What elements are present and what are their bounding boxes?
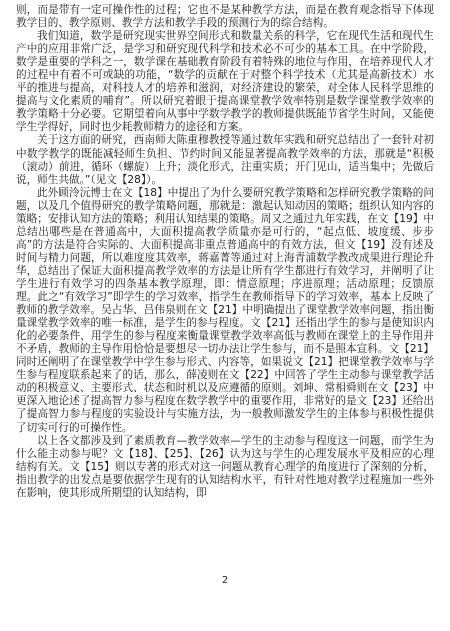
document-page <box>16 4 434 500</box>
paragraph-continuation: 则，而是带有一定可操作性的过程；它也不是某种教学方法，而是在教育观念指导下体现教学目的、教学原则、教学方法和教学手段的预测行为的综合结构。 <box>16 4 434 30</box>
paragraph-student-participation: 以上各文都涉及到了素质教育—教学效率—学生的主动参与程度这一问题，而学生为什么能主动参与呢？文【18】、【25】、【26】认为这与学生的心理发展水平及相应的心理结构有关。文【15】则以专著的形式对这一问题从教育心理学的角度进行了深刻的分析，指出教学的出发点是要依据学生现有的认知结构水平，有针对性地对教学过程施加一些外在影响，使其形成所期望的认知结构，即 <box>16 434 434 499</box>
paragraph-literature-review: 此外顾泠沅博士在文【18】中提出了为什么要研究教学策略和怎样研究教学策略的问题，以及几个值得研究的教学策略问题，那就是：激起认知动因的策略；组织认知内容的策略；安排认知方法的策略；利用认知结果的策略。周又之通过九年实践，在文【19】中总结出哪些是在普通高中，大面积提高教学质量亦是可行的，“起点低、坡度缓、步步高”的方法是符合实际的、大面积提高非重点普通高中的有效方法，但文【19】没有述及时间与精力问题，所以难度度其效率，蒋嘉菁等通过对上海青浦数学教改成果进行理论升华，总结出了保证大面积提高教学效率的方法是让所有学生都进行有效学习，并阐明了让学生进行有效学习的四条基本教学原理，即：情意原理；序进原理；活动原理；反馈原理。此之“有效学习”即学生的学习效率，指学生在教师指导下的学习效率，基本上反映了教师的教学效率。吴占华、吕伟泉则在文【21】中明确提出了课堂教学效率问题，指出衡量课堂教学效率的唯一标准，是学生的参与程度。文【21】还指出学生的参与是使知识内化的必要条件，用学生的参与程度来衡量课堂教学效率高低与教师在课堂上的主导作用并不矛盾，教师的主导作用恰恰是要想尽一切办法让学生参与，而不是照本宣科。文【21】同时还阐明了在课堂教学中学生参与形式、内容等，如果说文【21】把课堂教学效率与学生参与程度联系起来了的话，那么，薛凌则在文【22】中回答了学生主动参与课堂教学活动的积极意义、主要形式、状态和时机以及应遵循的原则。刘坤、常相舜则在文【23】中更深入地论述了提高智力参与程度在数学教学中的重要作用，非常好的是文【23】还给出了提高智力参与程度的实验设计与实施方法，为一般教师激发学生的主体参与积极性提供了切实可行的可操作性。 <box>16 186 434 434</box>
paragraph-math-importance: 我们知道，数学是研究现实世界空间形式和数量关系的科学，它在现代生活和现代生产中的应用非常广泛，是学习和研究现代科学和技术必不可少的基本工具。在中学阶段，数学是重要的学科之一，数学课在基础教育阶段有着特殊的地位与作用，在培养现代人才的过程中有着不可或缺的功能，“数学的贡献在于对整个科学技术（尤其是高新技术）水平的推进与提高，对科技人才的培养和滋润，对经济建设的繁荣，对全体人民科学思维的提高与文化素质的哺育”。所以研究着眼于提高课堂教学效率特别是数学课堂教学效率的教学策略十分必要。它期望着向从事中学数学教学的教师提供既能节省学生时间，又能使学生学得好，同时也少耗教师精力的途径和方案。 <box>16 30 434 134</box>
page-number: 2 <box>221 575 229 586</box>
paragraph-southwest-research: 关于这方面的研究，西南师大陈重穆教授等通过数年实践和研究总结出了一套针对初中数学教学的既能减轻师生负担、节约时间又能显著提高教学效率的方法，那就是“积极（滚动）前进，循环（螺旋）上升；淡化形式，注重实质；开门见山，适当集中；先做后说，师生共做。”（见文【28】）。 <box>16 134 434 186</box>
